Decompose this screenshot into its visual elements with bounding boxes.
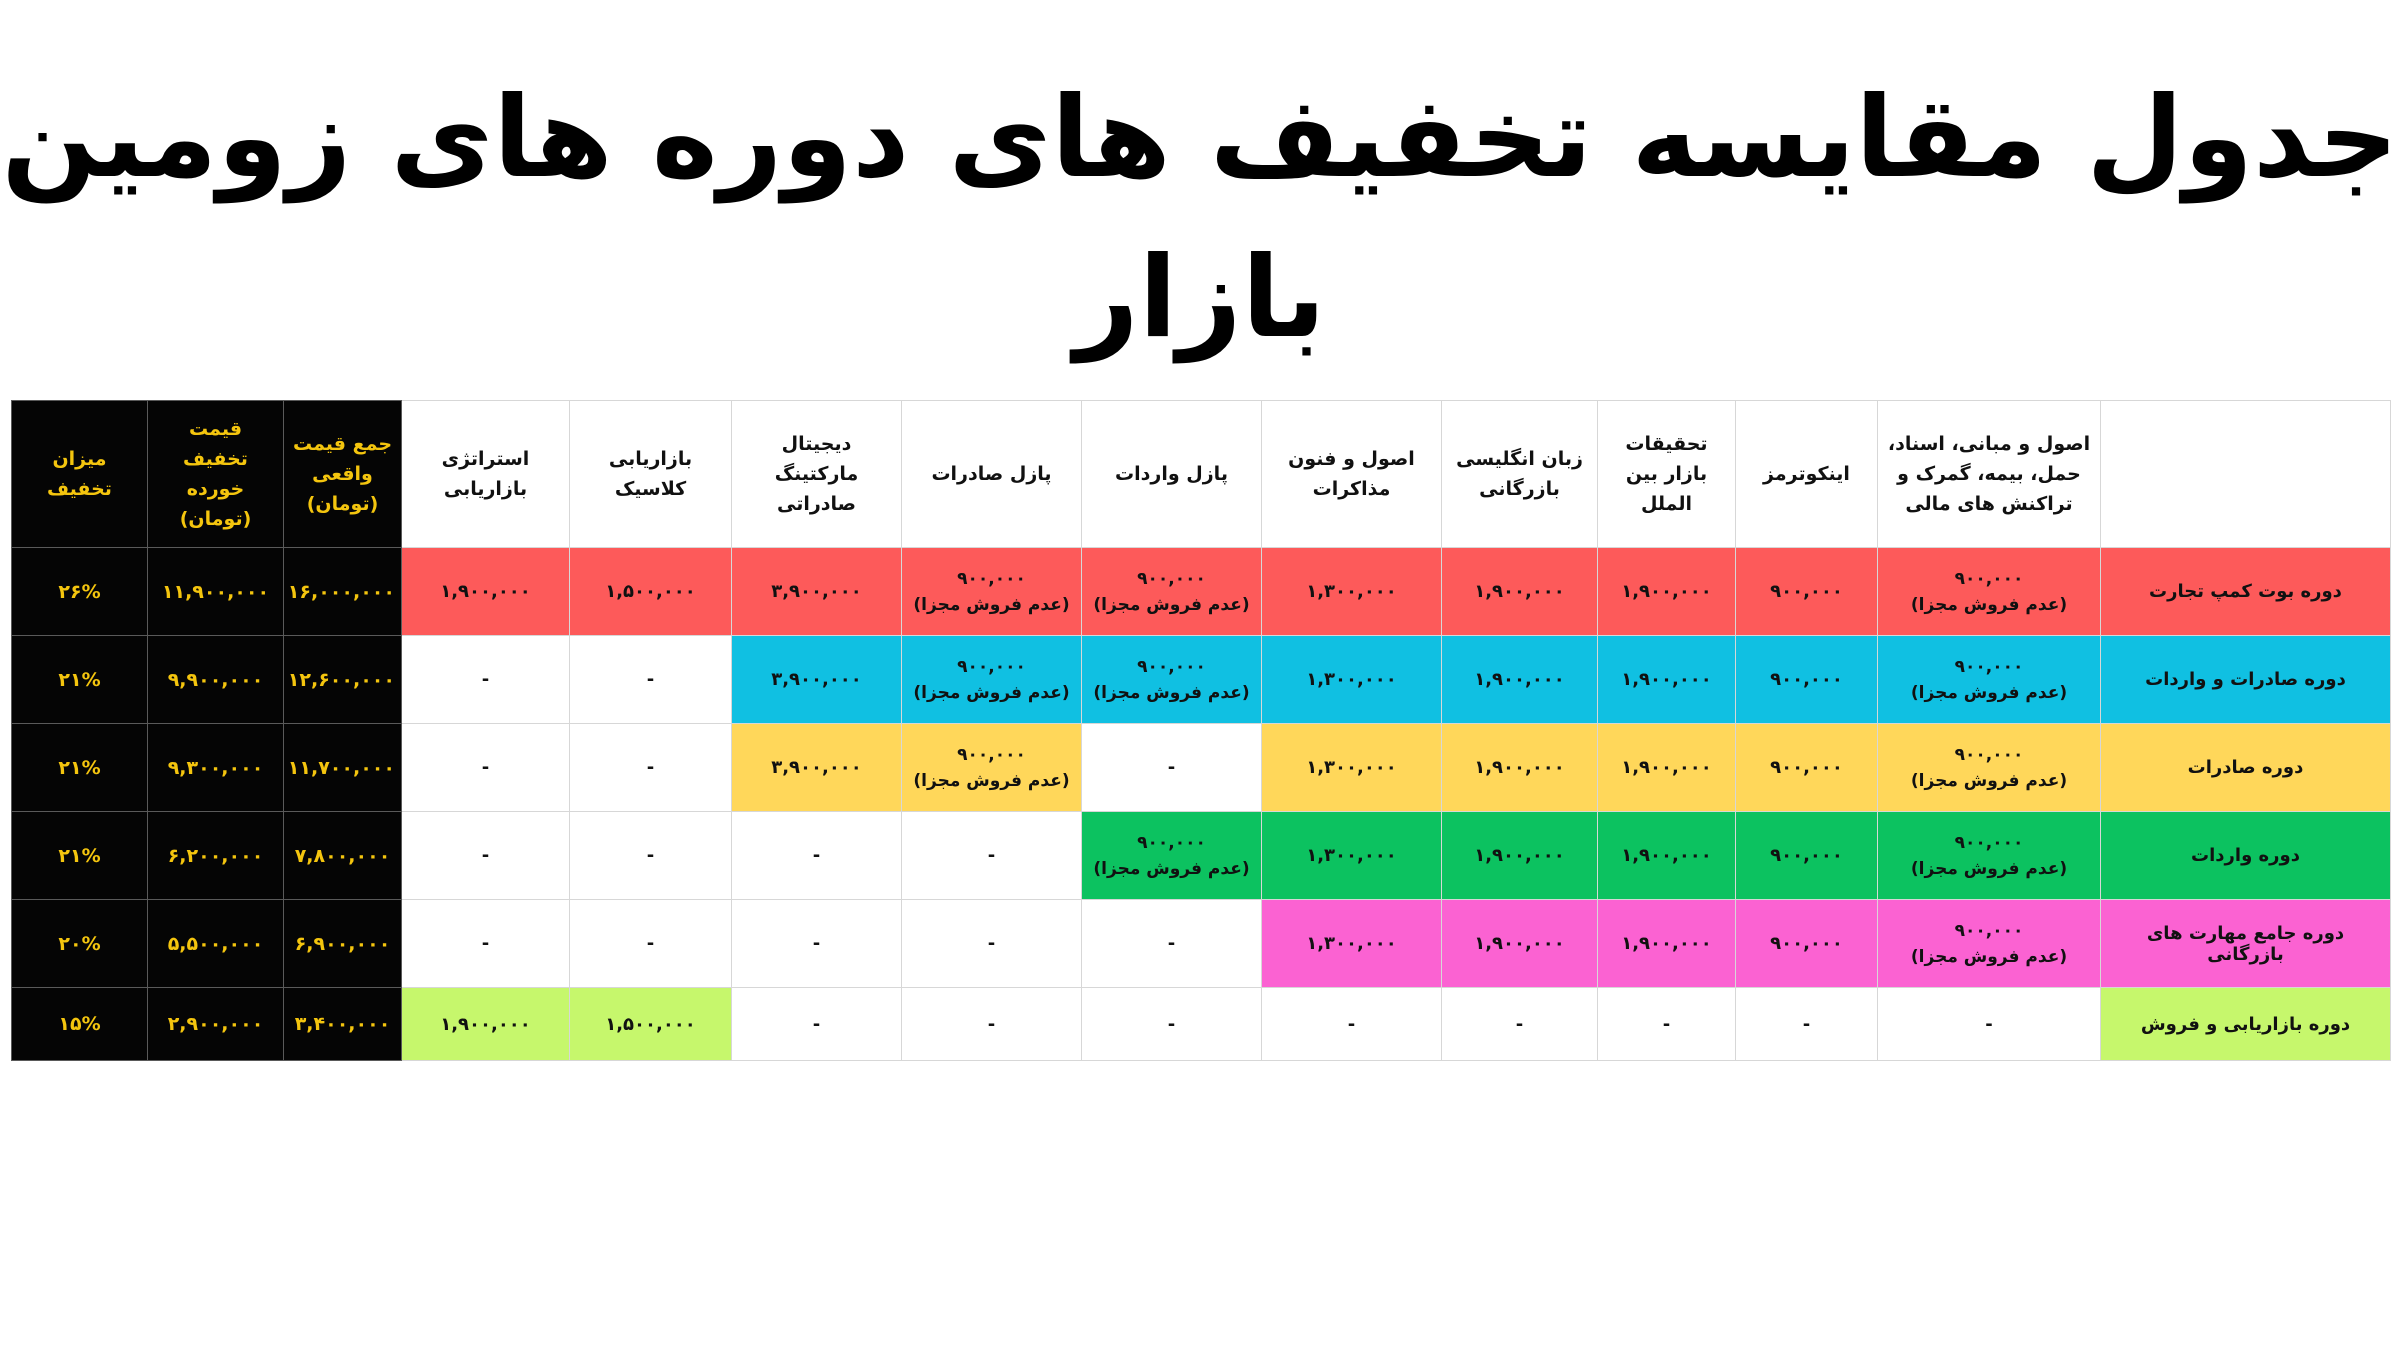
course-name-cell: دوره واردات [2101, 812, 2391, 900]
price-cell: ۱,۳۰۰,۰۰۰ [1262, 548, 1442, 636]
price-value: ۹۰۰,۰۰۰ [1954, 920, 2024, 941]
price-cell [902, 636, 1082, 724]
empty-cell: - [732, 812, 902, 900]
empty-cell: - [402, 900, 570, 988]
price-cell: ۳,۹۰۰,۰۰۰ [732, 724, 902, 812]
price-cell: ۱,۹۰۰,۰۰۰ [1598, 900, 1736, 988]
discount-percent-cell: ۲۶% [12, 548, 148, 636]
price-cell: ۱,۳۰۰,۰۰۰ [1262, 636, 1442, 724]
price-cell: ۱,۹۰۰,۰۰۰ [1442, 548, 1598, 636]
course-name-cell: دوره صادرات و واردات [2101, 636, 2391, 724]
empty-cell: - [570, 900, 732, 988]
discounted-price-cell: ۶,۲۰۰,۰۰۰ [148, 812, 284, 900]
table-row [12, 900, 2391, 988]
total-price-cell: ۷,۸۰۰,۰۰۰ [284, 812, 402, 900]
empty-cell: - [1598, 988, 1736, 1061]
not-sold-separately-note: (عدم فروش مجزا) [1910, 770, 2068, 791]
not-sold-separately-note: (عدم فروش مجزا) [1093, 858, 1250, 879]
total-price-cell: ۶,۹۰۰,۰۰۰ [284, 900, 402, 988]
discount-percent-cell: ۲۱% [12, 636, 148, 724]
empty-cell: - [902, 900, 1082, 988]
not-sold-separately-note: (عدم فروش مجزا) [1910, 594, 2068, 615]
price-value: ۹۰۰,۰۰۰ [1954, 832, 2024, 853]
discounted-price-cell: ۹,۳۰۰,۰۰۰ [148, 724, 284, 812]
not-sold-separately-note: (عدم فروش مجزا) [1910, 682, 2068, 703]
header-total-price: جمع قیمت واقعی (تومان) [284, 401, 402, 548]
price-cell: ۱,۳۰۰,۰۰۰ [1262, 812, 1442, 900]
header-classic-marketing: بازاریابی کلاسیک [570, 401, 732, 548]
price-cell [902, 548, 1082, 636]
empty-cell: - [1082, 988, 1262, 1061]
header-trade-fundamentals: اصول و مبانی، اسناد، حمل، بیمه، گمرک و تراکنش های مالی [1878, 401, 2101, 548]
price-value: ۹۰۰,۰۰۰ [1954, 744, 2024, 765]
price-cell: ۱,۹۰۰,۰۰۰ [1598, 812, 1736, 900]
price-value: ۹۰۰,۰۰۰ [1137, 568, 1206, 589]
empty-cell: - [1082, 900, 1262, 988]
price-cell: ۹۰۰,۰۰۰ [1736, 724, 1878, 812]
header-row [12, 401, 2391, 548]
price-cell: ۹۰۰,۰۰۰ [1736, 812, 1878, 900]
course-name-cell: دوره بوت کمپ تجارت [2101, 548, 2391, 636]
header-discounted-price: قیمت تخفیف خورده (تومان) [148, 401, 284, 548]
course-name-cell: دوره جامع مهارت های بازرگانی [2101, 900, 2391, 988]
empty-cell: - [1878, 988, 2101, 1061]
empty-cell: - [902, 988, 1082, 1061]
price-cell: ۹۰۰,۰۰۰ [1736, 900, 1878, 988]
empty-cell: - [1442, 988, 1598, 1061]
price-cell [1878, 636, 2101, 724]
price-cell: ۱,۳۰۰,۰۰۰ [1262, 724, 1442, 812]
price-cell: ۱,۵۰۰,۰۰۰ [570, 988, 732, 1061]
empty-cell: - [402, 724, 570, 812]
header-incoterms: اینکوترمز [1736, 401, 1878, 548]
price-value: ۹۰۰,۰۰۰ [1954, 656, 2024, 677]
empty-cell: - [402, 636, 570, 724]
price-cell: ۱,۹۰۰,۰۰۰ [1442, 636, 1598, 724]
price-cell [1878, 724, 2101, 812]
price-cell: ۹۰۰,۰۰۰ [1736, 636, 1878, 724]
price-cell [1082, 636, 1262, 724]
price-cell [902, 724, 1082, 812]
table-row [12, 548, 2391, 636]
empty-cell: - [1262, 988, 1442, 1061]
empty-cell: - [570, 812, 732, 900]
price-cell: ۱,۹۰۰,۰۰۰ [402, 988, 570, 1061]
empty-cell: - [902, 812, 1082, 900]
not-sold-separately-note: (عدم فروش مجزا) [913, 770, 1070, 791]
empty-cell: - [732, 900, 902, 988]
price-cell [1878, 548, 2101, 636]
table-row [12, 636, 2391, 724]
page-title: جدول مقایسه تخفیف های دوره های زومین بازار [1, 73, 2399, 363]
total-price-cell: ۱۶,۰۰۰,۰۰۰ [284, 548, 402, 636]
comparison-table [11, 400, 2391, 1061]
not-sold-separately-note: (عدم فروش مجزا) [1093, 682, 1250, 703]
not-sold-separately-note: (عدم فروش مجزا) [913, 594, 1070, 615]
header-marketing-strategy: استراتژی بازاریابی [402, 401, 570, 548]
course-name-cell: دوره صادرات [2101, 724, 2391, 812]
price-cell: ۱,۹۰۰,۰۰۰ [1442, 812, 1598, 900]
price-cell: ۹۰۰,۰۰۰ [1736, 548, 1878, 636]
price-value: ۹۰۰,۰۰۰ [957, 656, 1026, 677]
price-cell: ۱,۳۰۰,۰۰۰ [1262, 900, 1442, 988]
discount-percent-cell: ۱۵% [12, 988, 148, 1061]
empty-cell: - [732, 988, 902, 1061]
price-value: ۹۰۰,۰۰۰ [957, 568, 1026, 589]
price-value: ۹۰۰,۰۰۰ [1954, 568, 2024, 589]
price-cell: ۱,۹۰۰,۰۰۰ [1598, 724, 1736, 812]
header-discount-percent: میزان تخفیف [12, 401, 148, 548]
header-import-puzzle: پازل واردات [1082, 401, 1262, 548]
header-international-market-research: تحقیقات بازار بین الملل [1598, 401, 1736, 548]
header-export-digital-marketing: دیجیتال مارکتینگ صادراتی [732, 401, 902, 548]
price-value: ۹۰۰,۰۰۰ [1137, 832, 1206, 853]
table-row [12, 812, 2391, 900]
price-cell: ۳,۹۰۰,۰۰۰ [732, 636, 902, 724]
discounted-price-cell: ۹,۹۰۰,۰۰۰ [148, 636, 284, 724]
not-sold-separately-note: (عدم فروش مجزا) [1910, 946, 2068, 967]
price-value: ۹۰۰,۰۰۰ [957, 744, 1026, 765]
discount-percent-cell: ۲۰% [12, 900, 148, 988]
header-business-english: زبان انگلیسی بازرگانی [1442, 401, 1598, 548]
not-sold-separately-note: (عدم فروش مجزا) [913, 682, 1070, 703]
price-cell: ۱,۹۰۰,۰۰۰ [1598, 548, 1736, 636]
discounted-price-cell: ۱۱,۹۰۰,۰۰۰ [148, 548, 284, 636]
discount-percent-cell: ۲۱% [12, 724, 148, 812]
header-course-name [2101, 401, 2391, 548]
price-cell: ۱,۵۰۰,۰۰۰ [570, 548, 732, 636]
table-row [12, 724, 2391, 812]
discount-percent-cell: ۲۱% [12, 812, 148, 900]
price-cell: ۱,۹۰۰,۰۰۰ [1442, 724, 1598, 812]
empty-cell: - [402, 812, 570, 900]
table-row [12, 988, 2391, 1061]
discounted-price-cell: ۵,۵۰۰,۰۰۰ [148, 900, 284, 988]
not-sold-separately-note: (عدم فروش مجزا) [1093, 594, 1250, 615]
empty-cell: - [1082, 724, 1262, 812]
total-price-cell: ۳,۴۰۰,۰۰۰ [284, 988, 402, 1061]
empty-cell: - [1736, 988, 1878, 1061]
price-cell [1878, 812, 2101, 900]
header-export-puzzle: پازل صادرات [902, 401, 1082, 548]
empty-cell: - [570, 724, 732, 812]
total-price-cell: ۱۲,۶۰۰,۰۰۰ [284, 636, 402, 724]
course-name-cell: دوره بازاریابی و فروش [2101, 988, 2391, 1061]
price-cell [1082, 812, 1262, 900]
price-cell: ۱,۹۰۰,۰۰۰ [1442, 900, 1598, 988]
header-negotiation: اصول و فنون مذاکرات [1262, 401, 1442, 548]
discounted-price-cell: ۲,۹۰۰,۰۰۰ [148, 988, 284, 1061]
price-cell: ۱,۹۰۰,۰۰۰ [402, 548, 570, 636]
price-cell [1082, 548, 1262, 636]
price-cell: ۱,۹۰۰,۰۰۰ [1598, 636, 1736, 724]
empty-cell: - [570, 636, 732, 724]
not-sold-separately-note: (عدم فروش مجزا) [1910, 858, 2068, 879]
price-cell: ۳,۹۰۰,۰۰۰ [732, 548, 902, 636]
price-cell [1878, 900, 2101, 988]
price-value: ۹۰۰,۰۰۰ [1137, 656, 1206, 677]
total-price-cell: ۱۱,۷۰۰,۰۰۰ [284, 724, 402, 812]
